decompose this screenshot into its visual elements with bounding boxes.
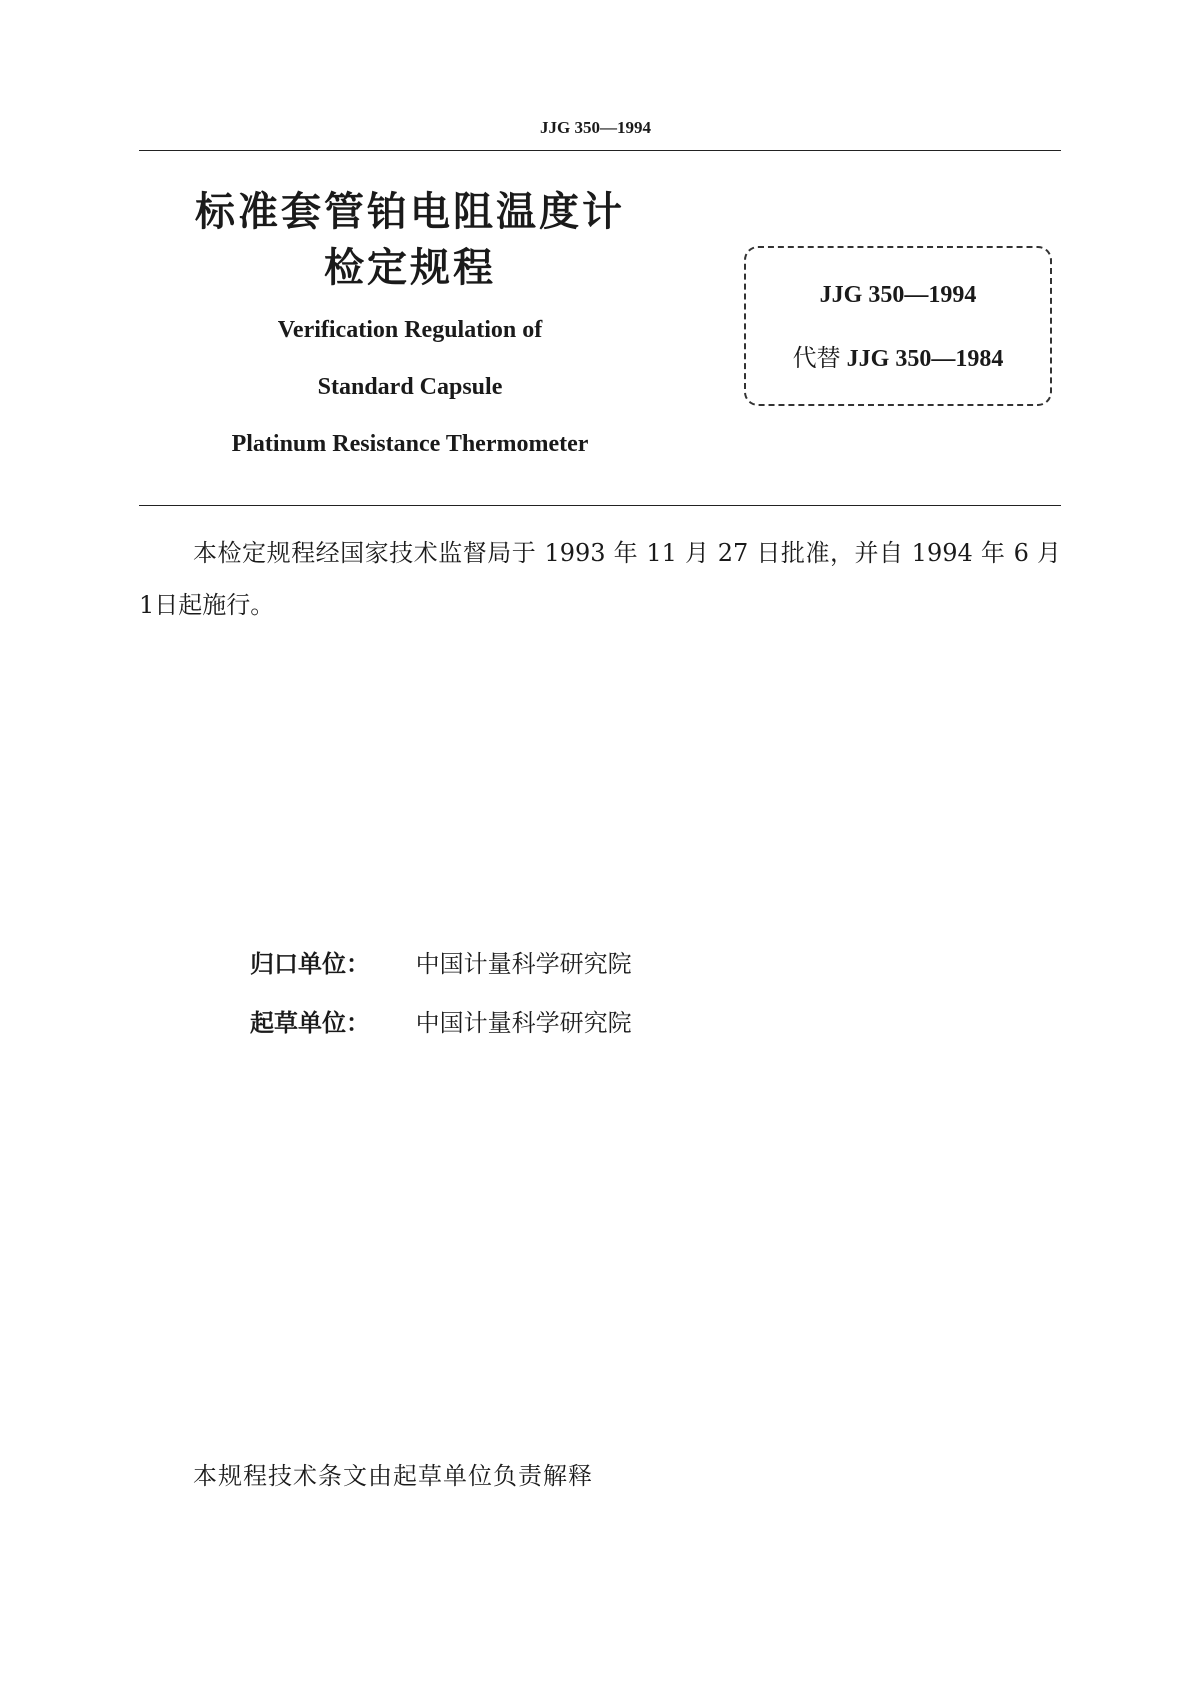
title-block-rule (139, 505, 1061, 506)
title-english-line2: Standard Capsule (317, 374, 503, 400)
responsible-unit-value: 中国计量科学研究院 (415, 950, 632, 978)
drafting-unit-value: 中国计量科学研究院 (415, 1009, 632, 1037)
interpretation-note: 本规程技术条文由起草单位负责解释 (193, 1462, 593, 1490)
replace-prefix: 代替 (792, 344, 841, 372)
approval-paragraph: 本检定规程经国家技术监督局于 1993 年 11 月 27 日批准，并自 1994 年 6 月 1日起施行。 (139, 539, 1061, 619)
replaced-standard-line (744, 338, 1052, 373)
replaced-standard-code: JJG 350—1984 (846, 346, 1004, 372)
drafting-unit-label: 起草单位： (250, 1009, 370, 1037)
running-header-code: JJG 350—1994 (540, 118, 651, 137)
header-rule (139, 150, 1061, 151)
responsible-unit-label: 归口单位： (250, 950, 370, 978)
title-english-line3: Platinum Resistance Thermometer (231, 431, 589, 457)
title-chinese-line2: 检定规程 (324, 245, 496, 291)
title-chinese-line1: 标准套管铂电阻温度计 (195, 189, 625, 235)
standard-code: JJG 350—1994 (819, 282, 977, 308)
drafting-unit-row (250, 1003, 632, 1038)
responsible-unit-row (250, 944, 632, 979)
standard-code-box (744, 246, 1052, 406)
title-english-line1: Verification Regulation of (277, 317, 543, 343)
